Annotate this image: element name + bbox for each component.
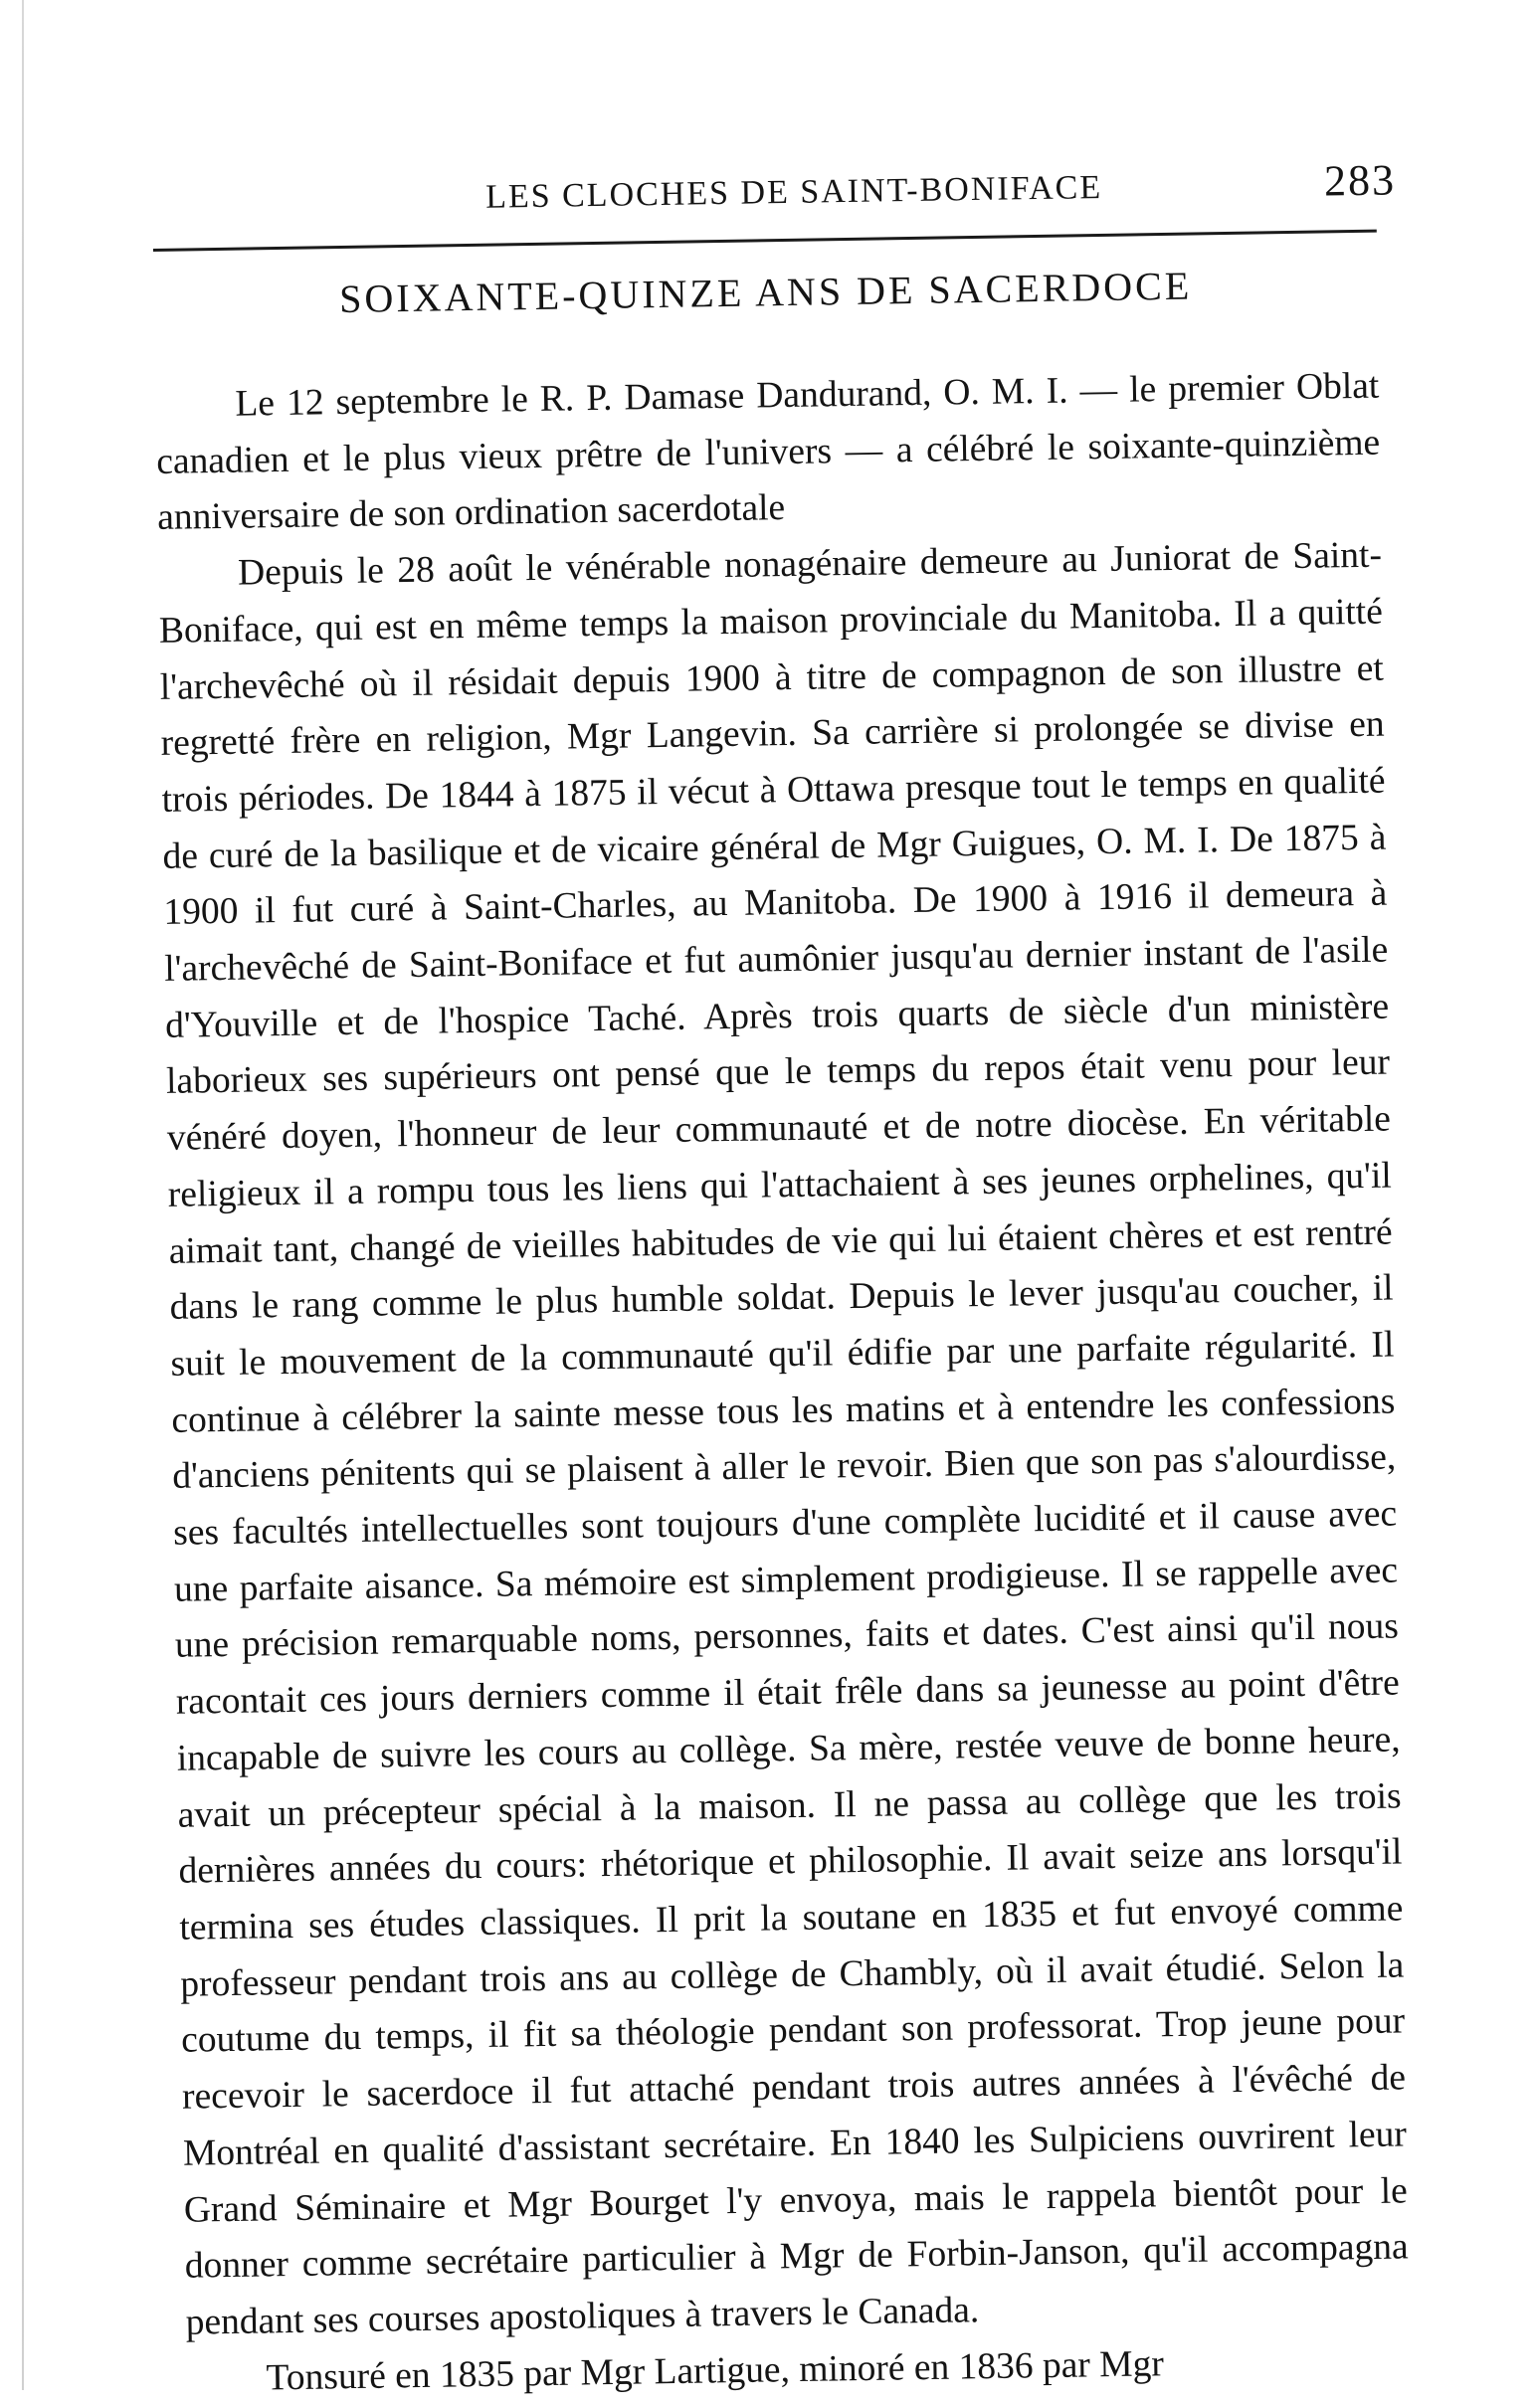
- running-title: LES CLOCHES DE SAINT-BONIFACE: [484, 168, 1103, 216]
- running-head: [192, 154, 1397, 233]
- section-title: SOIXANTE-QUINZE ANS DE SACERDOCE: [338, 263, 1193, 322]
- body-text: [155, 359, 1411, 2408]
- header-rule: [153, 230, 1377, 252]
- paragraph: Depuis le 28 août le vénérable nonagénaire demeure au Juniorat de Saint-Boniface, qui est en même temps la maison provinciale du Manitoba. Il a quitté l'archevêché où il résidait depuis 1900 à titre de compagnon de son illustre et regretté frère en religion, Mgr Langevin. Sa carrière si prolongée se divise en trois périodes. De 1844 à 1875 il vécut à Ottawa presque tout le temps en qualité de curé de la basilique et de vicaire général de Mgr Guigues, O. M. I. De 1875 à 1900 il fut curé à Saint-Charles, au Manitoba. De 1900 à 1916 il demeura à l'archevêché de Saint-Boniface et fut aumônier jusqu'au dernier instant de l'asile d'Youville et de l'hospice Taché. Après trois quarts de siècle d'un ministère laborieux ses supérieurs ont pensé que le temps du repos était venu pour leur vénéré doyen, l'honneur de leur communauté et de notre diocèse. En véritable religieux il a rompu tous les liens qui l'attachaient à ses jeunes orphelines, qu'il aimait tant, changé de vieilles habitudes de vie qui lui étaient chères et est rentré dans le rang comme le plus humble soldat. Depuis le lever jusqu'au coucher, il suit le mouvement de la communauté qu'il édifie par une parfaite régularité. Il continue à célébrer la sainte messe tous les matins et à entendre les confessions d'anciens pénitents qui se plaisent à aller le revoir. Bien que son pas s'alourdisse, ses facultés intellectuelles sont toujours d'une complète lucidité et il cause avec une parfaite aisance. Sa mémoire est simplement prodigieuse. Il se rappelle avec une précision remarquable noms, personnes, faits et dates. C'est ainsi qu'il nous racontait ces jours derniers comme il était frêle dans sa jeunesse au point d'être incapable de suivre les cours au collège. Sa mère, restée veuve de bonne heure, avait un précepteur spécial à la maison. Il ne passa au collège que les trois dernières années du cours: rhétorique et philosophie. Il avait seize ans lorsqu'il termina ses études classiques. Il prit la soutane en 1835 et fut envoyé comme professeur pendant trois ans au collège de Chambly, où il avait étudié. Selon la coutume du temps, il fit sa théologie pendant son professorat. Trop jeune pour recevoir le sacerdoce il fut attaché pendant trois autres années à l'évêché de Montréal en qualité d'assistant secrétaire. En 1840 les Sulpiciens ouvrirent leur Grand Séminaire et Mgr Bourget l'y envoya, mais le rappela bientôt pour le donner comme secrétaire particulier à Mgr de Forbin-Janson, qu'il accompagna pendant ses courses apostoliques à travers le Canada.: [158, 534, 1409, 2343]
- binding-edge-line: [22, 0, 24, 2390]
- paragraph: Le 12 septembre le R. P. Damase Dandurand, O. M. I. — le premier Oblat canadien et le plus vieux prêtre de l'univers — a célébré le soixante-quinzième anniversaire de son ordination sacerdotale: [155, 365, 1381, 539]
- page-number: 283: [1323, 155, 1397, 206]
- paragraph: Tonsuré en 1835 par Mgr Lartigue, minoré en 1836 par Mgr: [266, 2342, 1165, 2399]
